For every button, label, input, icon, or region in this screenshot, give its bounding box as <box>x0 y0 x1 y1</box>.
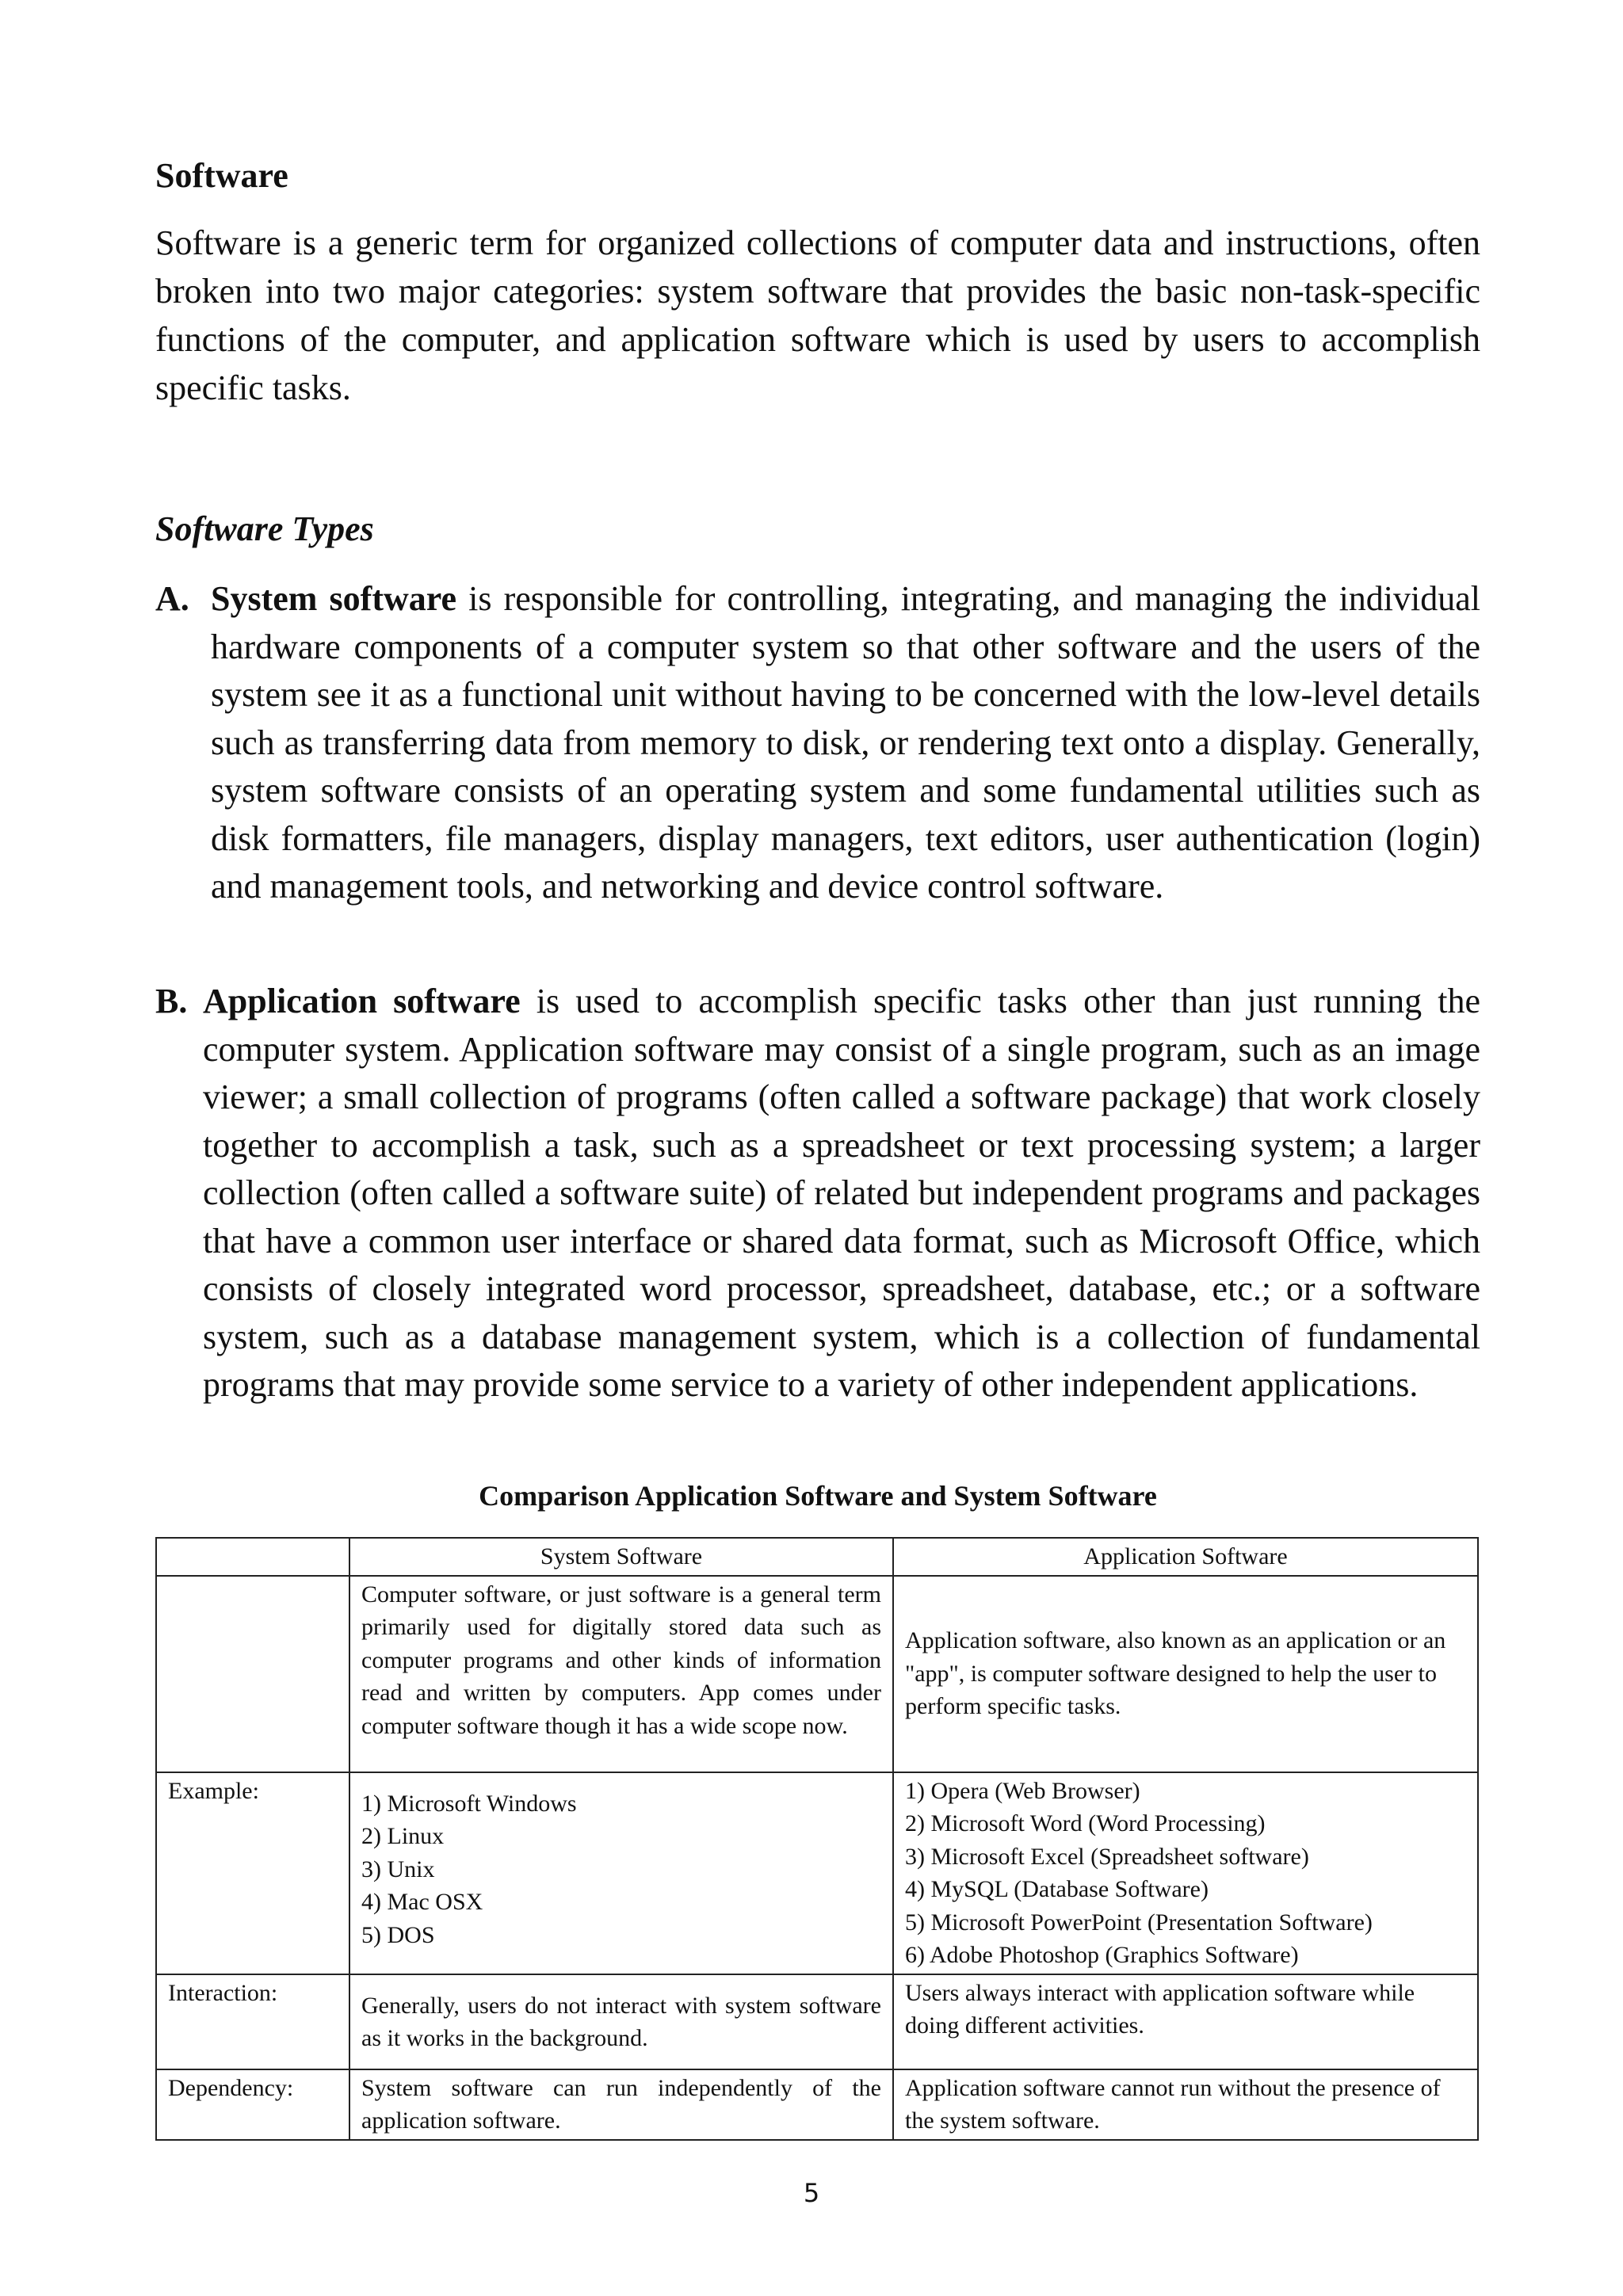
list-item: 5) DOS <box>361 1921 435 1948</box>
list-item: 3) Microsoft Excel (Spreadsheet software) <box>905 1843 1309 1870</box>
term-system-software: System software <box>211 579 457 618</box>
page-number: 5 <box>803 2178 820 2208</box>
dependency-application-cell: Application software cannot run without the presence of the system software. <box>893 2069 1478 2140</box>
example-system-cell <box>349 1772 893 1974</box>
section-heading: Software <box>155 156 288 195</box>
table-row-dependency <box>156 2069 1478 2140</box>
header-system-software: System Software <box>349 1538 893 1576</box>
interaction-application-cell: Users always interact with application software while doing different activities. <box>893 1974 1478 2069</box>
example-application-cell <box>893 1772 1478 1974</box>
example-label: Example: <box>156 1772 349 1974</box>
table-row-example <box>156 1772 1478 1974</box>
interaction-label: Interaction: <box>156 1974 349 2069</box>
dependency-label: Dependency: <box>156 2069 349 2140</box>
definition-label-cell <box>156 1576 349 1772</box>
list-item-application-software <box>155 978 1480 1409</box>
list-item: 4) Mac OSX <box>361 1889 483 1915</box>
list-item: 6) Adobe Photoshop (Graphics Software) <box>905 1942 1299 1968</box>
definition-application-text: Application software, also known as an application or an "app", is computer software designed to help the user to perform specific tasks. <box>905 1627 1446 1720</box>
comparison-table <box>155 1537 1479 2141</box>
header-empty-cell <box>156 1538 349 1576</box>
list-marker: B. <box>155 982 188 1020</box>
list-item: 5) Microsoft PowerPoint (Presentation Software) <box>905 1909 1373 1936</box>
list-item: 3) Unix <box>361 1855 435 1882</box>
software-types-heading: Software Types <box>155 509 374 548</box>
list-item-body <box>211 575 1480 911</box>
definition-system-cell: Computer software, or just software is a general term primarily used for digitally stored data such as computer programs and other kinds of information read and written by computers. App comes under computer software though it has a wide scope now. <box>349 1576 893 1772</box>
definition-application-cell <box>893 1576 1478 1772</box>
table-header-row <box>156 1538 1478 1576</box>
table-row-definition <box>156 1576 1478 1772</box>
list-item-system-software <box>155 575 1480 911</box>
list-marker: A. <box>155 579 189 618</box>
header-application-software: Application Software <box>893 1538 1478 1576</box>
list-item: 1) Opera (Web Browser) <box>905 1777 1140 1804</box>
table-caption: Comparison Application Software and System Software <box>479 1480 1157 1512</box>
list-item: 4) MySQL (Database Software) <box>905 1876 1209 1902</box>
list-item-text: is responsible for controlling, integrating, and managing the individual hardware components of a computer system so that other software and the users of the system see it as a functional unit without having to be concerned with the low-level details such as transferring data from memory to disk, or rendering text onto a display. Generally, system software consists of an operating system and some fundamental utilities such as disk formatters, file managers, display managers, text editors, user authentication (login) and management tools, and networking and device control software. <box>211 579 1480 906</box>
list-item: 2) Microsoft Word (Word Processing) <box>905 1810 1266 1836</box>
intro-paragraph: Software is a generic term for organized collections of computer data and instructions, often broken into two major categories: system software that provides the basic non-task-specific functions of the computer, and application software which is used by users to accomplish specific tasks. <box>155 223 1480 407</box>
list-item: 1) Microsoft Windows <box>361 1790 577 1817</box>
list-item: 2) Linux <box>361 1823 445 1849</box>
term-application-software: Application software <box>203 982 521 1020</box>
interaction-system-cell: Generally, users do not interact with system software as it works in the background. <box>349 1974 893 2069</box>
dependency-system-cell: System software can run independently of the application software. <box>349 2069 893 2140</box>
list-item-text: is used to accomplish specific tasks other than just running the computer system. Application software may consist of a single program, such as an image viewer; a small collection of programs (often called a software package) that work closely together to accomplish a task, such as a spreadsheet or text processing system; a larger collection (often called a software suite) of related but independent programs and packages that have a common user interface or shared data format, such as Microsoft Office, which consists of closely integrated word processor, spreadsheet, database, etc.; or a software system, such as a database management system, which is a collection of fundamental programs that may provide some service to a variety of other independent applications. <box>203 982 1480 1404</box>
list-item-body <box>203 978 1480 1409</box>
table-row-interaction <box>156 1974 1478 2069</box>
